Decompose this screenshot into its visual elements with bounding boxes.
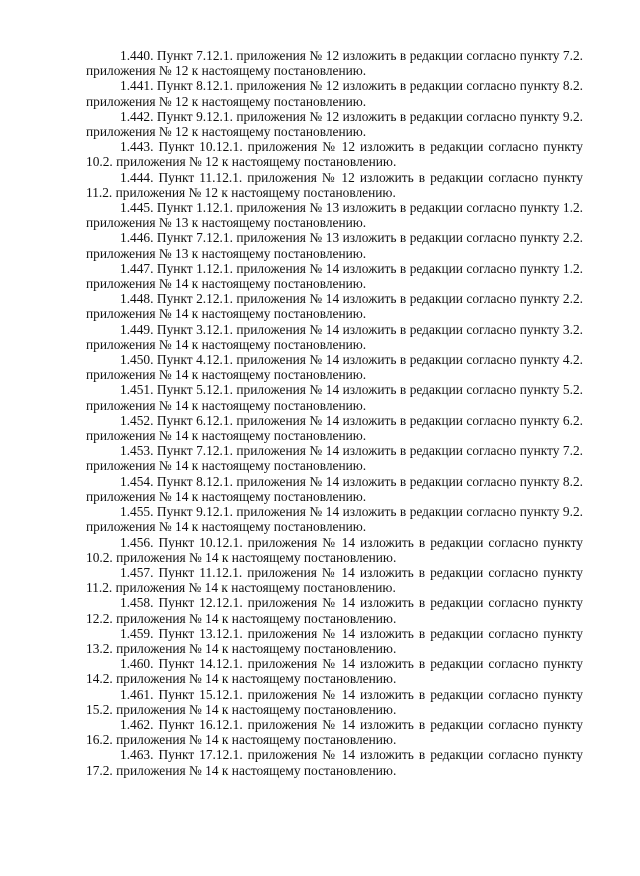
paragraph-1-460: 1.460. Пункт 14.12.1. приложения № 14 изложить в редакции согласно пункту 14.2. приложения № 14 к настоящему постановлению. [86,656,583,687]
paragraph-1-440: 1.440. Пункт 7.12.1. приложения № 12 изложить в редакции согласно пункту 7.2. приложения № 12 к настоящему постановлению. [86,48,583,79]
paragraph-1-451: 1.451. Пункт 5.12.1. приложения № 14 изложить в редакции согласно пункту 5.2. приложения № 14 к настоящему постановлению. [86,382,583,413]
paragraph-1-442: 1.442. Пункт 9.12.1. приложения № 12 изложить в редакции согласно пункту 9.2. приложения № 12 к настоящему постановлению. [86,108,583,140]
paragraph-1-452: 1.452. Пункт 6.12.1. приложения № 14 изложить в редакции согласно пункту 6.2. приложения № 14 к настоящему постановлению. [86,412,583,444]
paragraph-1-458: 1.458. Пункт 12.12.1. приложения № 14 изложить в редакции согласно пункту 12.2. приложения № 14 к настоящему постановлению. [86,595,583,626]
paragraph-1-443: 1.443. Пункт 10.12.1. приложения № 12 изложить в редакции согласно пункту 10.2. приложения № 12 к настоящему постановлению. [86,139,583,170]
paragraph-1-455: 1.455. Пункт 9.12.1. приложения № 14 изложить в редакции согласно пункту 9.2. приложения № 14 к настоящему постановлению. [86,504,583,535]
paragraph-1-444: 1.444. Пункт 11.12.1. приложения № 12 изложить в редакции согласно пункту 11.2. приложения № 12 к настоящему постановлению. [86,169,583,200]
paragraph-1-463: 1.463. Пункт 17.12.1. приложения № 14 изложить в редакции согласно пункту 17.2. приложения № 14 к настоящему постановлению. [86,747,583,778]
paragraph-1-462: 1.462. Пункт 16.12.1. приложения № 14 изложить в редакции согласно пункту 16.2. приложения № 14 к настоящему постановлению. [86,716,583,748]
paragraph-1-447: 1.447. Пункт 1.12.1. приложения № 14 изложить в редакции согласно пункту 1.2. приложения № 14 к настоящему постановлению. [86,260,583,292]
paragraph-1-445: 1.445. Пункт 1.12.1. приложения № 13 изложить в редакции согласно пункту 1.2. приложения № 13 к настоящему постановлению. [86,200,583,231]
paragraph-1-446: 1.446. Пункт 7.12.1. приложения № 13 изложить в редакции согласно пункту 2.2. приложения № 13 к настоящему постановлению. [86,230,583,261]
paragraph-1-461: 1.461. Пункт 15.12.1. приложения № 14 изложить в редакции согласно пункту 15.2. приложения № 14 к настоящему постановлению. [86,686,583,717]
paragraph-1-459: 1.459. Пункт 13.12.1. приложения № 14 изложить в редакции согласно пункту 13.2. приложения № 14 к настоящему постановлению. [86,625,583,656]
paragraph-1-441: 1.441. Пункт 8.12.1. приложения № 12 изложить в редакции согласно пункту 8.2. приложения № 12 к настоящему постановлению. [86,78,583,109]
paragraph-1-456: 1.456. Пункт 10.12.1. приложения № 14 изложить в редакции согласно пункту 10.2. приложения № 14 к настоящему постановлению. [86,534,583,565]
paragraph-1-457: 1.457. Пункт 11.12.1. приложения № 14 изложить в редакции согласно пункту 11.2. приложения № 14 к настоящему постановлению. [86,564,583,596]
paragraph-1-454: 1.454. Пункт 8.12.1. приложения № 14 изложить в редакции согласно пункту 8.2. приложения № 14 к настоящему постановлению. [86,473,583,504]
paragraph-1-453: 1.453. Пункт 7.12.1. приложения № 14 изложить в редакции согласно пункту 7.2. приложения № 14 к настоящему постановлению. [86,443,583,474]
document-page [86,48,583,778]
paragraph-1-450: 1.450. Пункт 4.12.1. приложения № 14 изложить в редакции согласно пункту 4.2. приложения № 14 к настоящему постановлению. [86,352,583,383]
paragraph-1-448: 1.448. Пункт 2.12.1. приложения № 14 изложить в редакции согласно пункту 2.2. приложения № 14 к настоящему постановлению. [86,291,583,322]
paragraph-1-449: 1.449. Пункт 3.12.1. приложения № 14 изложить в редакции согласно пункту 3.2. приложения № 14 к настоящему постановлению. [86,321,583,352]
